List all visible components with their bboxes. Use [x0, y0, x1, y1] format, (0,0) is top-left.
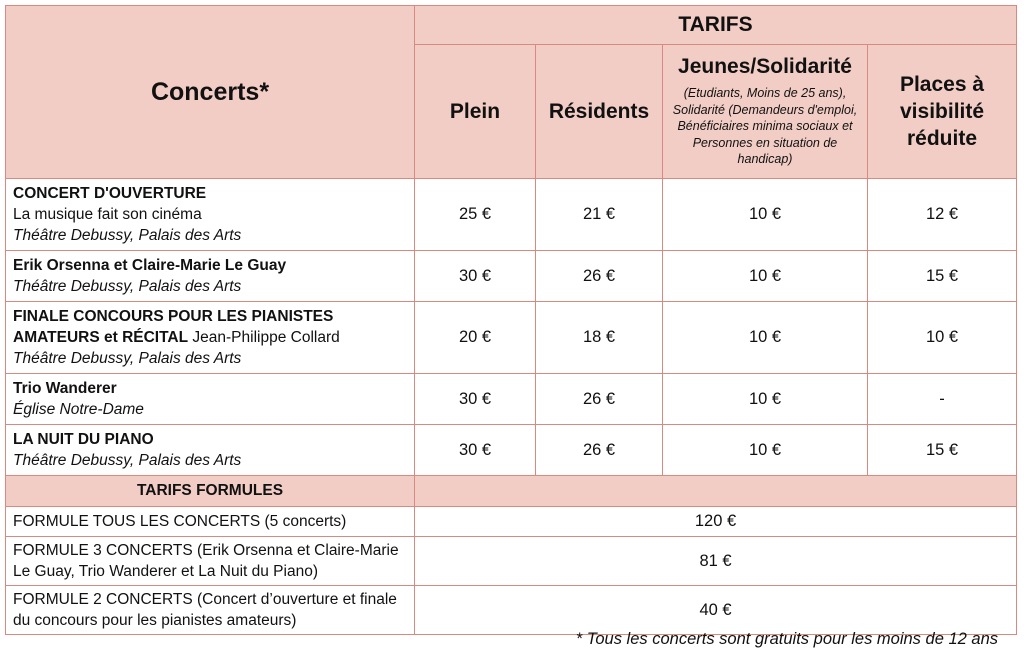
- table-row: [6, 179, 1017, 251]
- formules-header-row: [6, 476, 1017, 507]
- price-residents: 26 €: [536, 374, 663, 425]
- price-plein: 30 €: [415, 374, 536, 425]
- formule-cell: [6, 507, 415, 537]
- formule-cell: [6, 537, 415, 586]
- header-plein: Plein: [415, 45, 536, 179]
- header-jeunes: [663, 45, 868, 179]
- header-tarifs: TARIFS: [415, 6, 1017, 45]
- formule-name: FORMULE 2 CONCERTS: [13, 591, 193, 608]
- price-plein: 30 €: [415, 251, 536, 302]
- tarifs-table: [5, 5, 1017, 635]
- formule-cell: [6, 586, 415, 635]
- header-jeunes-title: Jeunes/Solidarité: [678, 55, 852, 79]
- concert-cell: [6, 179, 415, 251]
- formule-price: 120 €: [415, 507, 1017, 537]
- price-places: 10 €: [868, 302, 1017, 374]
- price-jeunes: 10 €: [663, 251, 868, 302]
- price-jeunes: 10 €: [663, 425, 868, 476]
- formule-name: FORMULE 3 CONCERTS: [13, 542, 193, 559]
- formules-header: TARIFS FORMULES: [6, 476, 415, 507]
- header-residents: Résidents: [536, 45, 663, 179]
- price-places: -: [868, 374, 1017, 425]
- table-row: [6, 507, 1017, 537]
- price-jeunes: 10 €: [663, 374, 868, 425]
- price-residents: 21 €: [536, 179, 663, 251]
- header-jeunes-detail: (Etudiants, Moins de 25 ans), Solidarité (Demandeurs d'emploi, Bénéficiaires minima sociaux et Personnes en situation de handicap): [672, 86, 858, 167]
- table-row: [6, 586, 1017, 635]
- concert-venue: Théâtre Debussy, Palais des Arts: [13, 227, 242, 244]
- concert-title: CONCERT D'OUVERTURE: [13, 185, 207, 202]
- concert-cell: [6, 302, 415, 374]
- formule-detail: (5 concerts): [260, 513, 347, 530]
- concert-title-rest: Jean-Philippe Collard: [188, 329, 340, 346]
- price-residents: 26 €: [536, 251, 663, 302]
- concert-venue: Église Notre-Dame: [13, 401, 144, 418]
- formules-header-filler: [415, 476, 1017, 507]
- concert-cell: [6, 251, 415, 302]
- table-row: [6, 251, 1017, 302]
- table-row: [6, 374, 1017, 425]
- formule-price: 40 €: [415, 586, 1017, 635]
- price-jeunes: 10 €: [663, 302, 868, 374]
- table-row: [6, 425, 1017, 476]
- concert-title: Erik Orsenna et Claire-Marie Le Guay: [13, 257, 287, 274]
- table-row: [6, 537, 1017, 586]
- concert-venue: Théâtre Debussy, Palais des Arts: [13, 350, 242, 367]
- formule-name: FORMULE TOUS LES CONCERTS: [13, 513, 261, 530]
- price-jeunes: 10 €: [663, 179, 868, 251]
- header-concerts: Concerts*: [6, 6, 415, 179]
- price-plein: 30 €: [415, 425, 536, 476]
- footnote: * Tous les concerts sont gratuits pour les moins de 12 ans: [575, 630, 998, 648]
- formule-price: 81 €: [415, 537, 1017, 586]
- concert-title: LA NUIT DU PIANO: [13, 431, 154, 448]
- price-plein: 25 €: [415, 179, 536, 251]
- concert-title: Trio Wanderer: [13, 380, 117, 397]
- formule-detail: (Erik Orsenna et Claire-Marie Le Guay, Trio Wanderer et La Nuit du Piano): [13, 542, 399, 580]
- concert-venue: Théâtre Debussy, Palais des Arts: [13, 452, 242, 469]
- price-residents: 26 €: [536, 425, 663, 476]
- concert-venue: Théâtre Debussy, Palais des Arts: [13, 278, 242, 295]
- price-places: 12 €: [868, 179, 1017, 251]
- table-row: [6, 302, 1017, 374]
- price-plein: 20 €: [415, 302, 536, 374]
- concert-subtitle: La musique fait son cinéma: [13, 206, 202, 223]
- concert-cell: [6, 374, 415, 425]
- price-places: 15 €: [868, 425, 1017, 476]
- formule-detail: (Concert d’ouverture et finale du concours pour les pianistes amateurs): [13, 591, 397, 629]
- header-places: Places à visibilité réduite: [868, 45, 1017, 179]
- price-places: 15 €: [868, 251, 1017, 302]
- price-residents: 18 €: [536, 302, 663, 374]
- concert-cell: [6, 425, 415, 476]
- concert-title: FINALE CONCOURS POUR LES PIANISTES AMATEURS et RÉCITAL: [13, 308, 334, 346]
